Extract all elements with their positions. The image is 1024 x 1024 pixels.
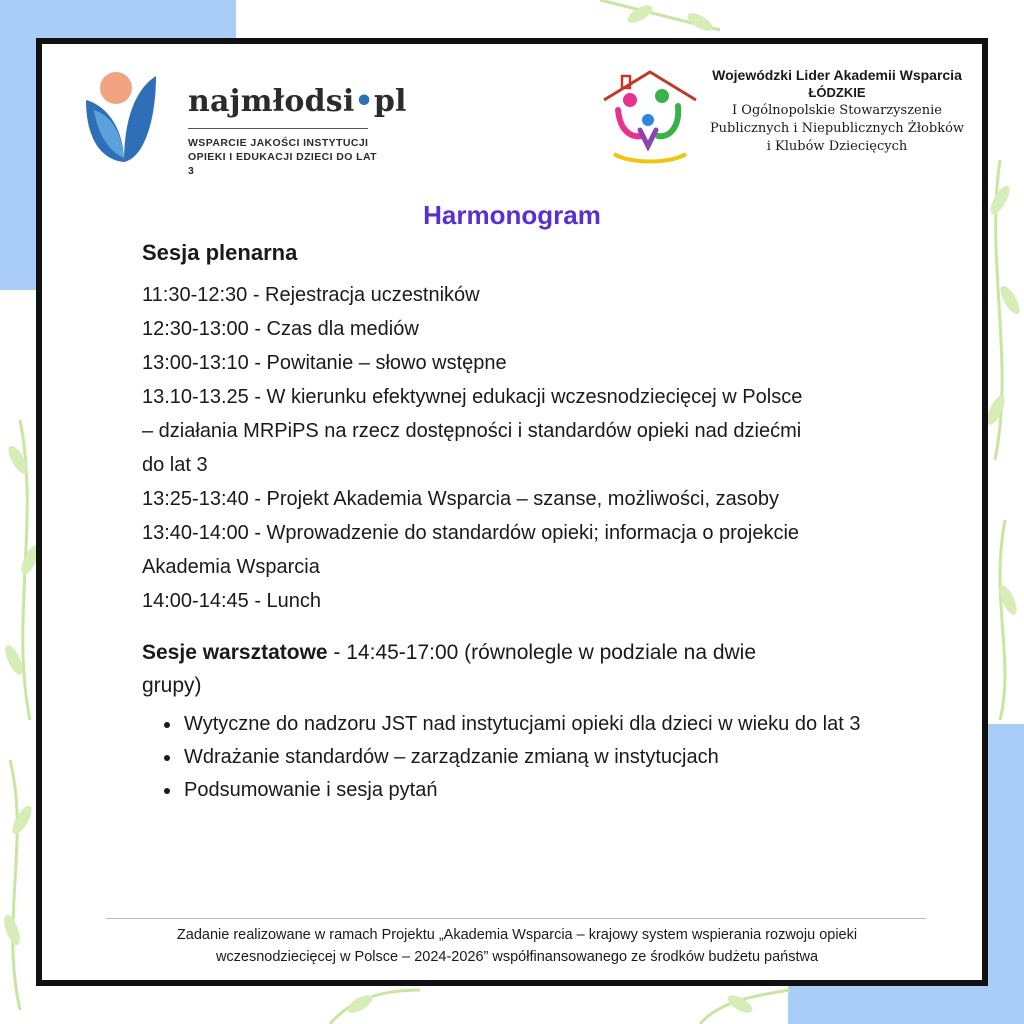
logo-divider <box>188 128 368 129</box>
schedule-line: 13.10-13.25 - W kierunku efektywnej edukacji wczesnodziecięcej w Polsce <box>142 386 803 408</box>
association-name-line: i Klubów Dziecięcych <box>766 139 908 154</box>
workshops-list <box>142 708 912 807</box>
footer-divider <box>106 918 926 919</box>
schedule-line: do lat 3 <box>142 454 208 476</box>
schedule-line: Akademia Wsparcia <box>142 556 320 578</box>
schedule-line: – działania MRPiPS na rzecz dostępności i standardów opieki nad dziećmi <box>142 420 802 442</box>
schedule-content <box>142 240 912 807</box>
list-item: • Wdrażanie standardów – zarządzanie zmianą w instytucjach <box>182 741 912 774</box>
list-item: • Wytyczne do nadzoru JST nad instytucjami opieki dla dzieci w wieku do lat 3 <box>182 708 912 741</box>
workshops-section <box>142 636 912 702</box>
workshops-detail: - 14:45-17:00 (równolegle w podziale na dwie <box>327 641 757 664</box>
najmlodsi-logo-name: najmłodsi•pl <box>188 84 407 119</box>
association-leader-title: Wojewódzki Lider Akademii Wsparcia <box>712 67 962 83</box>
schedule-line: 13:25-13:40 - Projekt Akademia Wsparcia – szanse, możliwości, zasoby <box>142 488 779 510</box>
footer-text <box>102 924 932 968</box>
association-logo-text <box>692 66 982 156</box>
schedule-line: 11:30-12:30 - Rejestracja uczestników <box>142 284 480 306</box>
najmlodsi-logo <box>84 70 407 177</box>
najmlodsi-logo-mark <box>84 70 160 166</box>
najmlodsi-logo-subtitle: WSPARCIE JAKOŚCI INSTYTUCJI OPIEKI I EDUKACJI DZIECI DO LAT 3 <box>188 137 377 177</box>
schedule-line: 12:30-13:00 - Czas dla mediów <box>142 318 419 340</box>
workshops-heading: Sesje warsztatowe <box>142 641 328 664</box>
footer-line: wczesnodziecięcej w Polsce – 2024-2026” współfinansowanego ze środków budżetu państwa <box>215 949 819 965</box>
list-item: • Podsumowanie i sesja pytań <box>182 774 912 807</box>
schedule-line: 13:00-13:10 - Powitanie – słowo wstępne <box>142 352 507 374</box>
association-region: ŁÓDZKIE <box>808 85 866 100</box>
association-name-line: Publicznych i Niepublicznych Żłobków <box>709 121 965 136</box>
workshops-heading-line <box>142 636 912 669</box>
footer-line: Zadanie realizowane w ramach Projektu „Akademia Wsparcia – krajowy system wspierania rozwoju opieki <box>176 927 858 943</box>
schedule-line: 14:00-14:45 - Lunch <box>142 590 322 612</box>
plenary-heading: Sesja plenarna <box>142 240 298 265</box>
house-family-icon <box>600 66 700 170</box>
association-logo <box>600 66 980 176</box>
workshops-detail-continued: grupy) <box>142 674 202 697</box>
schedule-card <box>36 38 988 986</box>
association-name-line: I Ogólnopolskie Stowarzyszenie <box>732 103 942 118</box>
plenary-schedule-list <box>142 278 912 618</box>
page-title: Harmonogram <box>423 200 601 230</box>
schedule-line: 13:40-14:00 - Wprowadzenie do standardów opieki; informacja o projekcie <box>142 522 800 544</box>
